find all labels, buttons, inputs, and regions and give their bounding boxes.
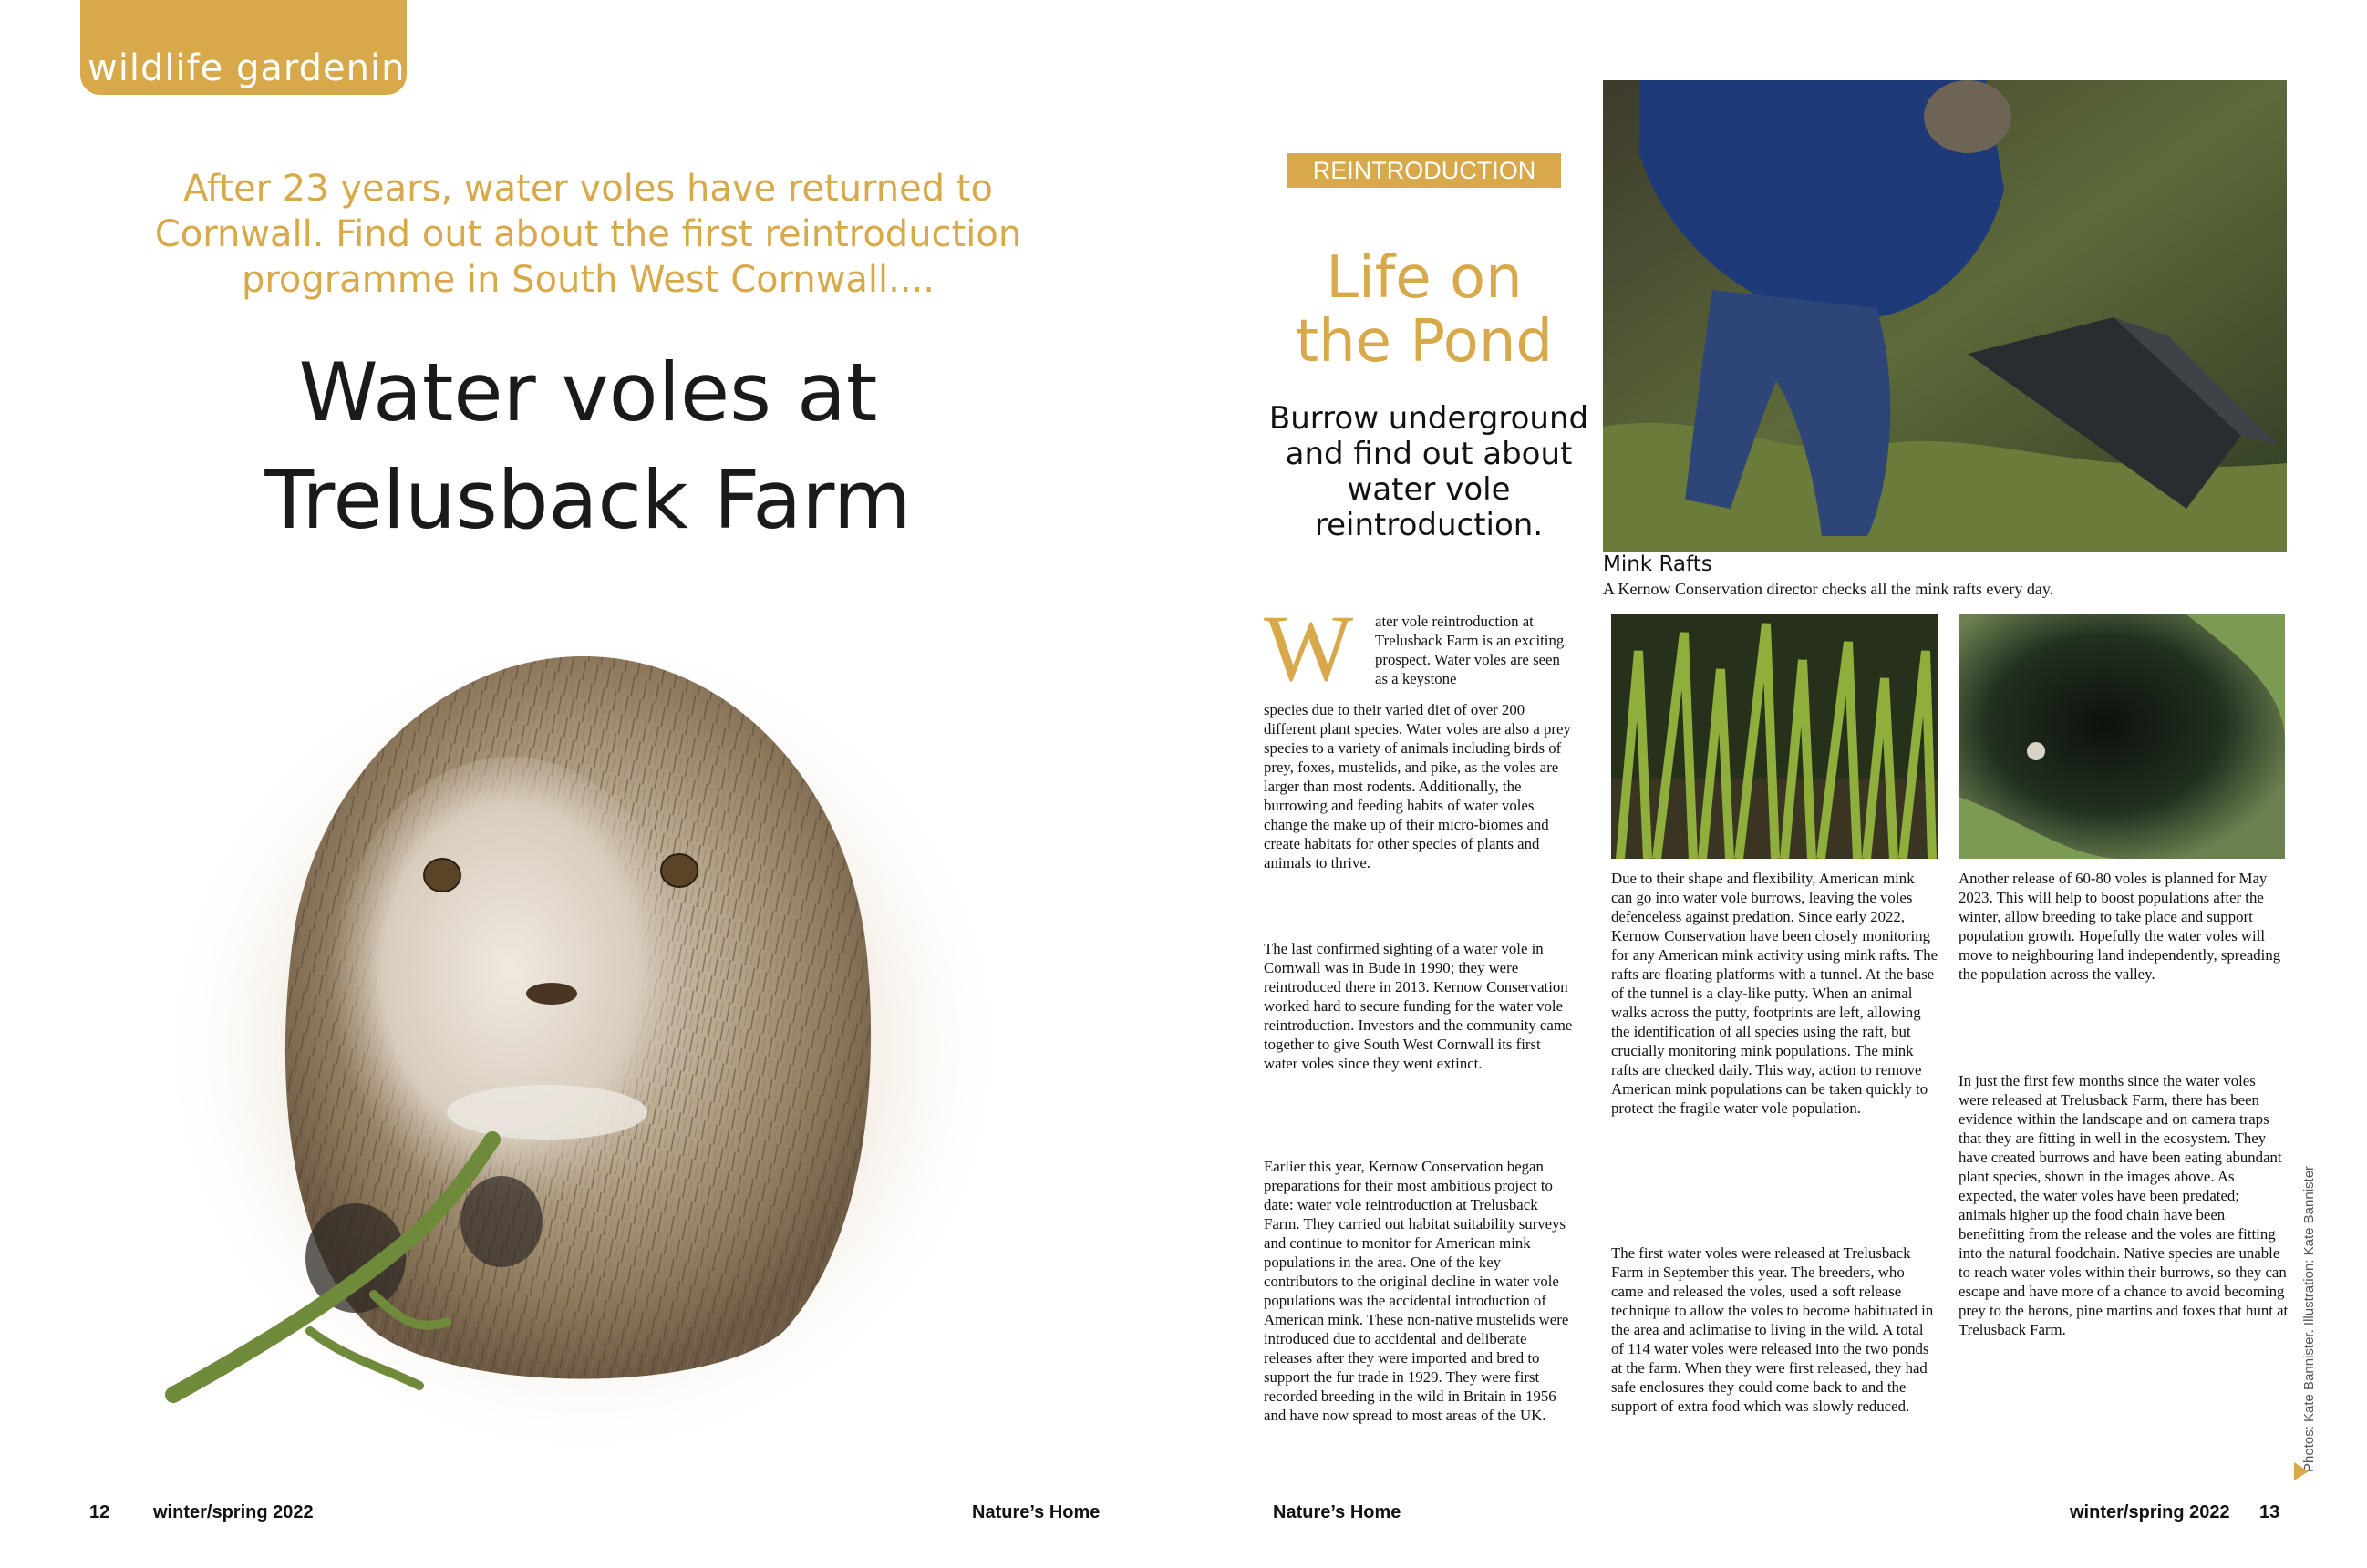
feature-title-line-1: Life on: [1326, 244, 1523, 312]
issue-left: winter/spring 2022: [153, 1502, 314, 1522]
section-label: wildlife gardening: [88, 47, 429, 89]
body-col3-para2: In just the first few months since the water voles were released at Trelusback Farm, there has been evidence within the landscape and on camera traps that they are fitting in well in the ecosystem. They have created burrows and have been eating abundant plant species, shown in the images above. As expected, the water voles have been predated; animals higher up the food chain have been benefitting from the release and the voles are fitting into the natural foodchain. Native species are unable to reach water voles within their burrows, so they can escape and have more of a chance to avoid becoming prey to the herons, pine martins and foxes that hunt at Trelusback Farm.: [1959, 1072, 2289, 1338]
intro-standfirst: After 23 years, water voles have returned to Cornwall. Find out about the first reintroduction programme in South West Cornwall....: [154, 168, 1022, 301]
drop-cap: W: [1264, 596, 1354, 701]
vole-right-eye: [661, 854, 698, 887]
burrow-photo: [1959, 614, 2285, 859]
headline-line-2: Trelusback Farm: [264, 453, 912, 547]
body-col1-para2: The last confirmed sighting of a water vole in Cornwall was in Bude in 1990; they were reintroduced there in 2013. Kernow Conservation worked hard to secure funding for the water vole reintroduction. Investors and the community came together to give South West Cornwall its first water voles since they went extinct.: [1264, 940, 1573, 1072]
vole-face-patch: [328, 757, 693, 1231]
feature-subtitle: Burrow underground and find out about water vole reintroduction.: [1268, 400, 1589, 543]
photo-caption-text: A Kernow Conservation director checks all the mink rafts every day.: [1603, 580, 2054, 598]
body-col2-para2: The first water voles were released at Trelusback Farm in September this year. The breeders, who came and released the voles, used a soft release technique to allow the voles to become habituated in the area and aclimatise to living in the wild. A total of 114 water voles were released into the two ponds at the farm. When they were first released, they had safe enclosures they could come back to and the support of extra food which was slowly reduced.: [1611, 1244, 1934, 1415]
headline: [128, 339, 1049, 554]
body-col1-para3: Earlier this year, Kernow Conservation began preparations for their most ambitious project to date: water vole reintroduction at Trelusback Farm. They carried out habitat suitability surveys and continue to monitor for American mink populations in the area. One of the key contributors to the original decline in water vole populations was the accidental introduction of American mink. These non-native mustelids were introduced due to accidental and deliberate releases after they were imported and bred to support the fur trade in 1929. They were first recorded breeding in the wild in Britain in 1956 and have now spread to most areas of the UK.: [1264, 1158, 1569, 1424]
feature-title-line-2: the Pond: [1295, 308, 1554, 376]
feature-title: [1242, 246, 1607, 374]
credit-arrow-icon: [2294, 1462, 2309, 1480]
reintroduction-tag: REINTRODUCTION: [1287, 153, 1561, 188]
magazine-name-left: Nature’s Home: [972, 1502, 1101, 1522]
page-number-left: 12: [89, 1502, 110, 1522]
body-col2-para1: Due to their shape and flexibility, American mink can go into water vole burrows, leaving the voles defenceless against predation. Since early 2022, Kernow Conservation have been closely monitoring for any American mink activity using mink rafts. The rafts are floating platforms with a tunnel. At the base of the tunnel is a clay-like putty. When an animal walks across the putty, footprints are left, allowing the identification of all species using the raft, but crucially monitoring mink populations. The mink rafts are checked daily. This way, action to remove American mink populations can be taken quickly to protect the fragile water vole population.: [1611, 870, 1938, 1117]
photo-credit-text: Photos: Kate Bannister. Illustration: Kate Bannister: [2301, 1165, 2317, 1472]
mink-raft-photo: [1603, 80, 2287, 552]
vole-nose: [526, 983, 577, 1005]
body-col1-para1-start: ater vole reintroduction at Trelusback Farm is an exciting prospect. Water voles are seen as a keystone: [1375, 613, 1565, 687]
section-tab: [80, 0, 429, 95]
body-col1-para1: species due to their varied diet of over 200 different plant species. Water voles are also a prey species to a variety of animals including birds of prey, foxes, mustelids, and pike, as the voles are larger than most rodents. Additionally, the burrowing and feeding habits of water voles change the make up of their micro-biomes and create habitats for other species of plants and animals to thrive.: [1264, 701, 1571, 872]
photo-caption-title: Mink Rafts: [1603, 552, 1712, 576]
burrow-mushroom: [2027, 742, 2045, 760]
vole-chin: [447, 1085, 647, 1140]
pond-weeds-photo: [1611, 614, 1938, 859]
body-col3-para1: Another release of 60-80 voles is planned for May 2023. This will help to boost populations after the winter, allow breeding to take place and support population growth. Hopefully the water voles will move to neighbouring land independently, spreading the population across the valley.: [1959, 870, 2281, 983]
water-vole-illustration: [146, 602, 1021, 1449]
vole-left-eye: [424, 859, 460, 892]
page-number-right: 13: [2259, 1502, 2280, 1522]
vole-right-paw: [460, 1176, 543, 1267]
magazine-name-right: Nature’s Home: [1273, 1502, 1401, 1522]
issue-right: winter/spring 2022: [2070, 1502, 2230, 1522]
headline-line-1: Water voles at: [298, 346, 878, 439]
person-head: [1924, 80, 2011, 153]
